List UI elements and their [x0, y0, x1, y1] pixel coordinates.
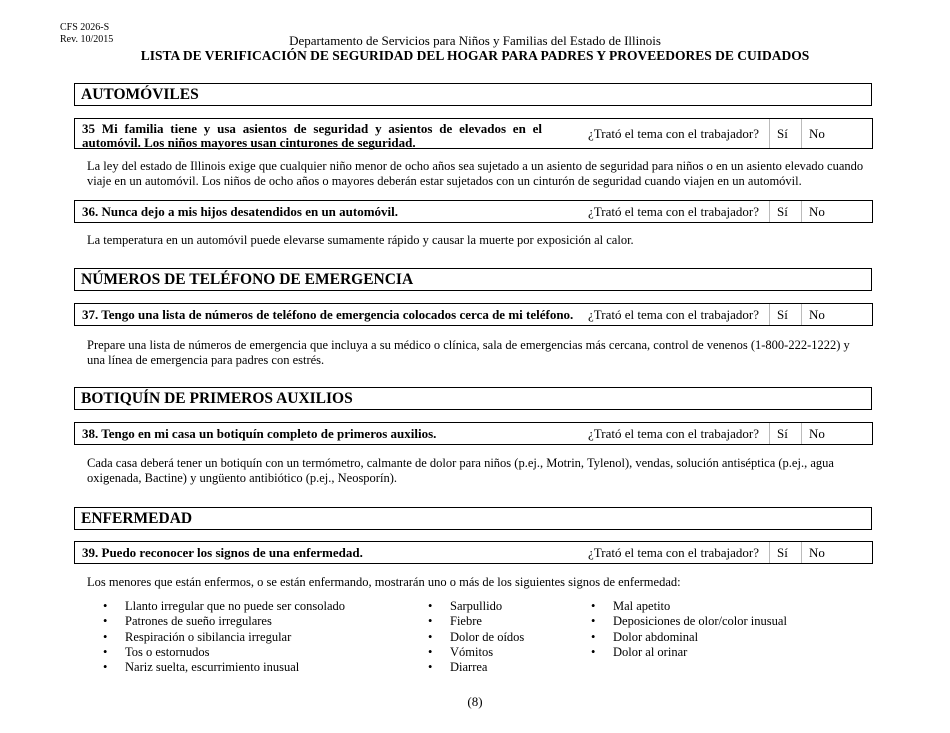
paragraph-37: Prepare una lista de números de emergencia que incluya a su médico o clínica, sala de emergencias más cercana, control de venenos (1-800-222-1222) y una línea de emergencia para padres con estrés.	[87, 338, 850, 367]
question-39-yes[interactable]: Sí	[777, 545, 788, 560]
list-item: • Dolor abdominal	[591, 630, 787, 645]
list-item: • Vómitos	[428, 645, 524, 660]
section-botiquin: BOTIQUÍN DE PRIMEROS AUXILIOS	[74, 387, 872, 410]
page-number: (8)	[467, 694, 483, 709]
question-39-no[interactable]: No	[809, 545, 825, 560]
divider	[801, 542, 802, 563]
question-38	[74, 422, 873, 445]
question-38-text: 38. Tengo en mi casa un botiquín completo de primeros auxilios.	[82, 426, 437, 441]
page-title: LISTA DE VERIFICACIÓN DE SEGURIDAD DEL HOGAR PARA PADRES Y PROVEEDORES DE CUIDADOS	[140, 48, 810, 63]
form-revision: Rev. 10/2015	[60, 34, 114, 45]
question-38-ask: ¿Trató el tema con el trabajador?	[588, 426, 759, 441]
department-name: Departamento de Servicios para Niños y Familias del Estado de Illinois	[289, 33, 661, 48]
paragraph-36: La temperatura en un automóvil puede elevarse sumamente rápido y causar la muerte por exposición al calor.	[87, 233, 634, 247]
list-item: • Sarpullido	[428, 599, 524, 614]
list-item: • Respiración o sibilancia irregular	[103, 630, 345, 645]
list-item: • Llanto irregular que no puede ser consolado	[103, 599, 345, 614]
form-number: CFS 2026-S	[60, 22, 110, 33]
divider	[769, 119, 770, 148]
paragraph-38: Cada casa deberá tener un botiquín con un termómetro, calmante de dolor para niños (p.ej., Motrin, Tylenol), vendas, solución antiséptica (p.ej., agua oxigenada, Bactine) y ungüento antibiótico (p.ej., Neosporín).	[87, 456, 834, 485]
paragraph-39: Los menores que están enfermos, o se están enfermando, mostrarán uno o más de los siguientes signos de enfermedad:	[87, 575, 681, 589]
question-35-text: 35 Mi familia tiene y usa asientos de seguridad y asientos de elevados en el automóvil. Los niños mayores usan cinturones de seguridad.	[82, 121, 542, 150]
divider	[769, 201, 770, 222]
signs-list-2	[428, 599, 524, 675]
section-telefono: NÚMEROS DE TELÉFONO DE EMERGENCIA	[74, 268, 872, 291]
divider	[769, 423, 770, 444]
question-35-no[interactable]: No	[809, 126, 825, 141]
list-item: • Patrones de sueño irregulares	[103, 614, 345, 629]
list-item: • Dolor al orinar	[591, 645, 787, 660]
question-39-text: 39. Puedo reconocer los signos de una enfermedad.	[82, 545, 363, 560]
question-39	[74, 541, 873, 564]
question-36-no[interactable]: No	[809, 204, 825, 219]
list-item: • Mal apetito	[591, 599, 787, 614]
question-35	[74, 118, 873, 149]
question-37-yes[interactable]: Sí	[777, 307, 788, 322]
question-37-ask: ¿Trató el tema con el trabajador?	[588, 307, 759, 322]
question-36-text: 36. Nunca dejo a mis hijos desatendidos en un automóvil.	[82, 204, 399, 219]
question-35-ask: ¿Trató el tema con el trabajador?	[588, 126, 759, 141]
divider	[801, 304, 802, 325]
divider	[801, 119, 802, 148]
paragraph-35: La ley del estado de Illinois exige que cualquier niño menor de ocho años sea sujetado a un asiento de seguridad para niños o en un asiento elevado cuando viaje en un automóvil. Los niños de ocho años o mayores deberán estar sujetados con un cinturón de seguridad cuando viajen en un automóvil.	[87, 159, 864, 188]
divider	[769, 304, 770, 325]
question-37-no[interactable]: No	[809, 307, 825, 322]
question-38-yes[interactable]: Sí	[777, 426, 788, 441]
list-item: • Dolor de oídos	[428, 630, 524, 645]
question-37-text: 37. Tengo una lista de números de teléfono de emergencia colocados cerca de mi teléfono.	[82, 307, 574, 322]
section-automoviles: AUTOMÓVILES	[74, 83, 872, 106]
signs-list-3	[591, 599, 787, 660]
list-item: • Deposiciones de olor/color inusual	[591, 614, 787, 629]
list-item: • Nariz suelta, escurrimiento inusual	[103, 660, 345, 675]
question-38-no[interactable]: No	[809, 426, 825, 441]
divider	[801, 423, 802, 444]
list-item: • Diarrea	[428, 660, 524, 675]
divider	[801, 201, 802, 222]
section-enfermedad: ENFERMEDAD	[74, 507, 872, 530]
list-item: • Tos o estornudos	[103, 645, 345, 660]
list-item: • Fiebre	[428, 614, 524, 629]
question-36-ask: ¿Trató el tema con el trabajador?	[588, 204, 759, 219]
divider	[769, 542, 770, 563]
signs-list-1	[103, 599, 345, 675]
question-35-yes[interactable]: Sí	[777, 126, 788, 141]
question-39-ask: ¿Trató el tema con el trabajador?	[588, 545, 759, 560]
question-37	[74, 303, 873, 326]
question-36	[74, 200, 873, 223]
question-36-yes[interactable]: Sí	[777, 204, 788, 219]
